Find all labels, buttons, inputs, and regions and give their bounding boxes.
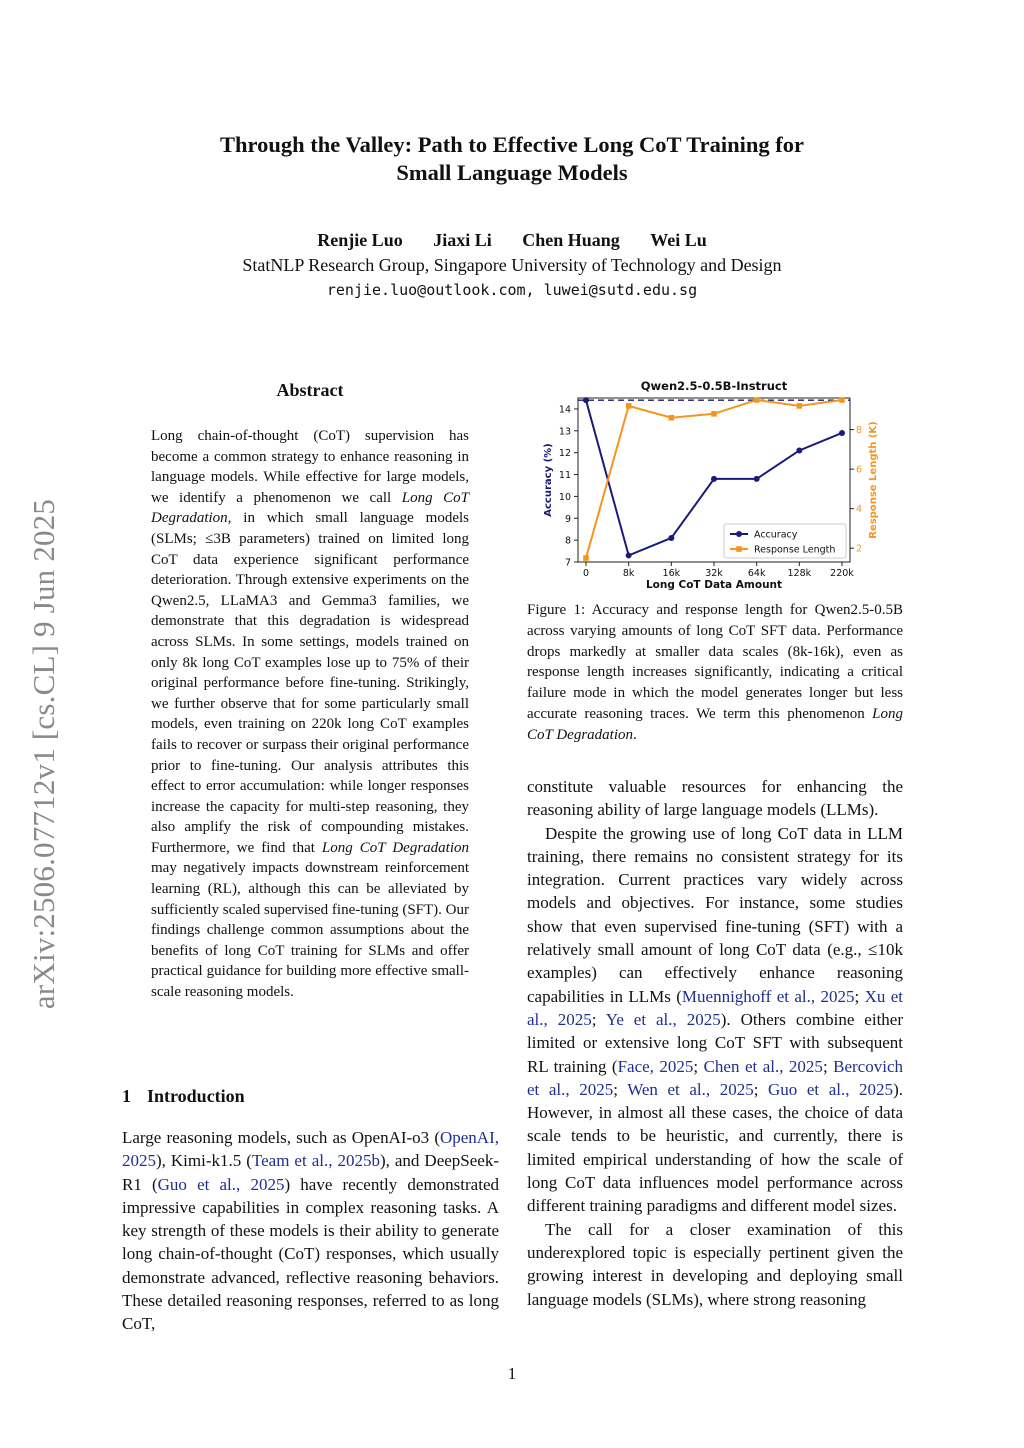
abstract-text: may negatively impacts downstream reinforcement learning (RL), although this can be alleviated by sufficiently scaled supervised fine-tuning (SFT). Our findings challenge common assumptions about the benefits of long CoT training for SLMs and offer practical guidance for building more effective small-scale reasoning models. xyxy=(151,860,469,1001)
body-paragraph xyxy=(527,822,903,1218)
y2-tick-label: 4 xyxy=(856,504,863,516)
legend-label: Response Length xyxy=(754,544,836,556)
y-tick-label: 7 xyxy=(564,557,571,569)
y-tick-label: 9 xyxy=(564,513,571,525)
body-paragraph: constitute valuable resources for enhancing the reasoning ability of large language models (LLMs). xyxy=(527,777,903,820)
citation-link[interactable]: Xu et al., 2025 xyxy=(527,986,904,1029)
arxiv-id: arXiv:2506.07712v1 [cs.CL] 9 Jun 2025 xyxy=(26,498,61,1010)
body-paragraph: The call for a closer examination of this underexplored topic is especially pertinent given the growing interest in developing and deploying small language models (SLMs), where strong reasoning xyxy=(527,1219,903,1309)
x-tick-label: 0 xyxy=(582,568,590,579)
section-heading xyxy=(122,1086,245,1107)
data-point xyxy=(626,552,632,558)
y-tick-label: 12 xyxy=(558,448,571,460)
y2-tick-label: 2 xyxy=(856,543,863,555)
author-name: Chen Huang xyxy=(522,230,620,250)
legend-marker xyxy=(736,531,742,537)
data-point xyxy=(669,415,675,421)
caption-text: Figure 1: Accuracy and response length for Qwen2.5-0.5B across varying amounts of long CoT SFT data. Performance drops markedly at smaller data scales (8k-16k), even as response length increases significantly, indicating a critical failure mode in which the model generates longer but less accurate reasoning traces. We term this phenomenon xyxy=(527,602,903,722)
x-tick-label: 128k xyxy=(787,568,812,579)
body-text: ) have recently demonstrated impressive capabilities in complex reasoning tasks. A key strength of these models is their ability to generate long chain-of-thought (CoT) responses, which usually demonstrate advanced, reflective reasoning behaviors. These detailed reasoning responses, referred to as long CoT, xyxy=(122,1174,499,1334)
author-name: Renjie Luo xyxy=(317,230,403,250)
citation-link[interactable]: Guo et al., 2025 xyxy=(157,1174,285,1194)
citation-link[interactable]: Wen et al., 2025 xyxy=(627,1079,754,1099)
section-title: Introduction xyxy=(147,1086,245,1106)
author-emails: renjie.luo@outlook.com, luwei@sutd.edu.sg xyxy=(326,281,698,299)
citation-separator: ; xyxy=(693,1056,704,1076)
figure-caption xyxy=(527,600,903,746)
x-tick-label: 8k xyxy=(622,568,635,579)
data-point xyxy=(797,403,803,409)
chart-title: Qwen2.5-0.5B-Instruct xyxy=(640,379,788,393)
body-text: Large reasoning models, such as OpenAI-o3 ( xyxy=(122,1128,440,1147)
legend-label: Accuracy xyxy=(754,529,798,541)
author-name: Jiaxi Li xyxy=(433,230,492,250)
y-axis-label: Accuracy (%) xyxy=(543,443,554,517)
y-tick-label: 11 xyxy=(558,470,571,482)
data-point xyxy=(583,555,589,561)
data-point xyxy=(839,430,845,436)
abstract-heading: Abstract xyxy=(276,380,344,400)
intro-paragraph xyxy=(122,1126,499,1336)
citation-separator: ; xyxy=(854,986,865,1006)
data-point xyxy=(796,447,802,453)
y2-axis-label: Response Length (K) xyxy=(868,421,879,539)
abstract-term: Long CoT Degradation xyxy=(321,839,469,856)
citation-link[interactable]: OpenAI, 2025 xyxy=(122,1128,499,1171)
citation-link[interactable]: Team et al., 2025b xyxy=(251,1151,380,1171)
citation-separator: ; xyxy=(613,1079,628,1099)
data-point xyxy=(626,403,632,409)
body-text: ), Kimi-k1.5 ( xyxy=(156,1151,252,1171)
body-text: Despite the growing use of long CoT data in LLM training, there remains no consistent strategy for its integration. Current practices vary widely across models and objectives. For instance, some studies show that even supervised fine-tuning (SFT) with a relatively small amount of long CoT data (e.g., ≤10k examples) can effectively enhance reasoning capabilities in LLMs ( xyxy=(527,823,903,1006)
body-text: ). However, in almost all these cases, the choice of data scale tends to be heuristic, and currently, there is limited empirical understanding of how the scale of long CoT data influences model performance across different training paradigms and different model sizes. xyxy=(527,1079,903,1216)
citation-link[interactable]: Ye et al., 2025 xyxy=(605,1009,721,1029)
citation-link[interactable]: Face, 2025 xyxy=(617,1056,694,1076)
citation-link[interactable]: Bercovich et al., 2025 xyxy=(527,1056,903,1099)
abstract-text: Long chain-of-thought (CoT) supervision has become a common strategy to enhance reasoning in language models. While effective for large models, we identify a phenomenon we call xyxy=(151,428,469,506)
body-text: ). Others combine either limited or extensive long CoT SFT with subsequent RL training ( xyxy=(527,1009,903,1076)
caption-term: Long CoT Degradation xyxy=(527,705,903,743)
section-number: 1 xyxy=(122,1086,131,1106)
citation-separator: ; xyxy=(753,1079,769,1099)
abstract-term: Long CoT Degradation xyxy=(151,489,469,527)
caption-text: . xyxy=(633,726,637,743)
x-tick-label: 16k xyxy=(662,568,681,579)
x-tick-label: 64k xyxy=(747,568,766,579)
body-text: ), and DeepSeek-R1 ( xyxy=(122,1151,499,1194)
x-tick-label: 220k xyxy=(830,568,854,579)
y2-tick-label: 6 xyxy=(856,464,863,476)
title-line-2: Small Language Models xyxy=(396,160,628,185)
y-tick-label: 8 xyxy=(564,535,571,547)
title-line-1: Through the Valley: Path to Effective Long CoT Training for xyxy=(220,132,804,157)
y-tick-label: 14 xyxy=(558,404,571,416)
affiliation: StatNLP Research Group, Singapore University of Technology and Design xyxy=(242,255,782,275)
x-tick-label: 32k xyxy=(705,568,723,579)
author-list xyxy=(150,230,874,251)
data-point xyxy=(754,476,760,482)
data-point xyxy=(711,411,717,417)
data-point xyxy=(583,397,589,403)
page-number: 1 xyxy=(507,1364,517,1383)
y-tick-label: 10 xyxy=(558,491,571,503)
paper-title xyxy=(150,131,874,187)
data-point xyxy=(668,535,674,541)
citation-separator: ; xyxy=(591,1009,606,1029)
y-tick-label: 13 xyxy=(558,426,571,438)
x-axis-label: Long CoT Data Amount xyxy=(645,579,783,591)
figure-1-chart xyxy=(530,376,900,596)
abstract-text: , in which small language models (SLMs; ≤3B parameters) trained on limited long CoT data experience significant performance deterioration. Through extensive experiments on the Qwen2.5, LLaMA3 and Gemma3 families, we demonstrate that this degradation is widespread across SLMs. In some settings, models trained on only 8k long CoT examples lose up to 75% of their original performance before fine-tuning. Strikingly, we further observe that for some particularly small models, even training on 220k long CoT examples fails to recover or surpass their original performance prior to fine-tuning. Our analysis attributes this effect to error accumulation: while longer responses increase the capacity for multi-step reasoning, they also amplify the risk of compounding mistakes. Furthermore, we find that xyxy=(151,510,469,856)
abstract-body xyxy=(151,426,469,1003)
legend-marker xyxy=(736,546,742,552)
data-point xyxy=(754,397,760,403)
data-point xyxy=(711,476,717,482)
data-point xyxy=(839,397,845,403)
citation-link[interactable]: Muennighoff et al., 2025 xyxy=(681,986,855,1006)
author-name: Wei Lu xyxy=(650,230,707,250)
y2-tick-label: 8 xyxy=(856,425,863,437)
citation-separator: ; xyxy=(822,1056,834,1076)
citation-link[interactable]: Chen et al., 2025 xyxy=(703,1056,823,1076)
intro-continued xyxy=(527,775,903,1311)
citation-link[interactable]: Guo et al., 2025 xyxy=(768,1079,894,1099)
